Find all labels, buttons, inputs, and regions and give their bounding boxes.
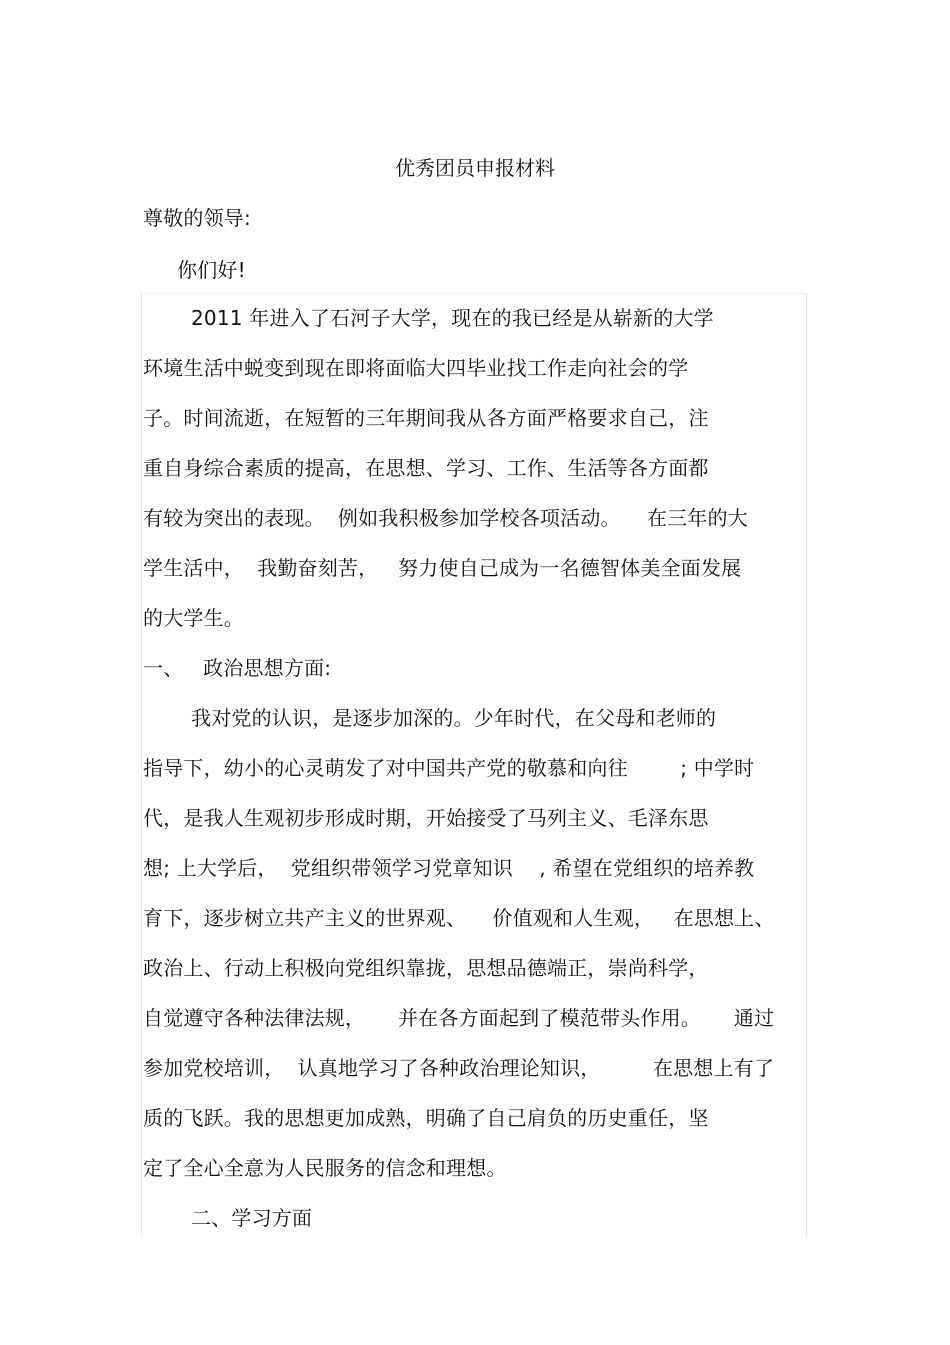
greeting: 你们好! (177, 258, 246, 282)
paragraph-line: 有较为突出的表现。 例如我积极参加学校各项活动。 在三年的大 (143, 506, 748, 530)
paragraph-line: 的大学生。 (143, 606, 244, 630)
paragraph-line: 我对党的认识，是逐步加深的。少年时代，在父母和老师的 (191, 706, 717, 730)
paragraph-line: 环境生活中蜕变到现在即将面临大四毕业找工作走向社会的学 (143, 356, 689, 380)
paragraph-line: 参加党校培训， 认真地学习了各种政治理论知识， 在思想上有了 (143, 1056, 775, 1080)
section-heading-politics: 一、 政治思想方面: (143, 656, 332, 680)
page-frame-right (806, 293, 807, 1238)
paragraph-line: 学生活中， 我勤奋刻苦， 努力使自己成为一名德智体美全面发展 (143, 556, 742, 580)
paragraph-line: 自觉遵守各种法律法规， 并在各方面起到了模范带头作用。 通过 (143, 1006, 775, 1030)
paragraph-line: 质的飞跃。我的思想更加成熟，明确了自己肩负的历史重任，坚 (143, 1106, 709, 1130)
page-frame-top (141, 293, 807, 294)
paragraph-line: 指导下，幼小的心灵萌发了对中国共产党的敬慕和向往 ; 中学时 (143, 756, 755, 780)
paragraph-line: 2011 年进入了石河子大学，现在的我已经是从崭新的大学 (191, 306, 714, 330)
paragraph-line: 育下，逐步树立共产主义的世界观、 价值观和人生观， 在思想上、 (143, 906, 775, 930)
page-frame-left (141, 293, 142, 1238)
paragraph-line: 想; 上大学后， 党组织带领学习党章知识 , 希望在党组织的培养教 (143, 856, 755, 880)
paragraph-line: 子。时间流逝，在短暂的三年期间我从各方面严格要求自己，注 (143, 406, 709, 430)
paragraph-line: 代，是我人生观初步形成时期，开始接受了马列主义、毛泽东思 (143, 806, 709, 830)
paragraph-line: 重自身综合素质的提高，在思想、学习、工作、生活等各方面都 (143, 456, 709, 480)
salutation: 尊敬的领导: (143, 206, 251, 230)
paragraph-line: 定了全心全意为人民服务的信念和理想。 (143, 1156, 507, 1180)
paragraph-line: 政治上、行动上积极向党组织靠拢，思想品德端正，崇尚科学， (143, 956, 709, 980)
section-heading-study: 二、学习方面 (191, 1206, 313, 1230)
document-title: 优秀团员申报材料 (395, 156, 555, 180)
